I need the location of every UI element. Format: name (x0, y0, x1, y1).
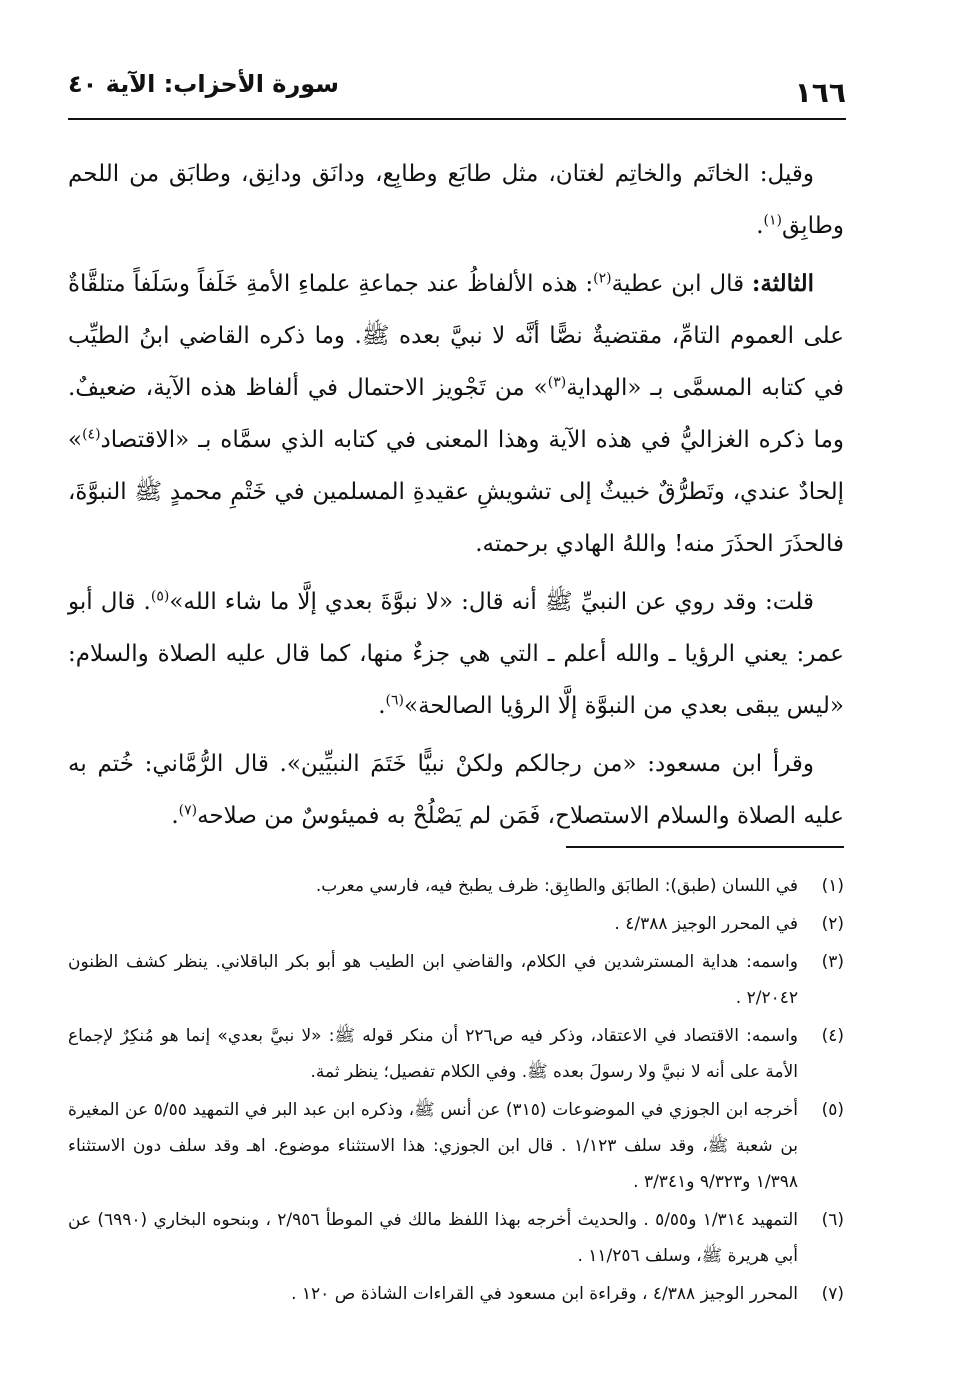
footnote (68, 1202, 844, 1274)
footnote-ref-4: (٤) (82, 426, 101, 443)
footnote-ref-1: (١) (763, 212, 782, 229)
footnotes (68, 868, 844, 1314)
main-text (68, 148, 844, 848)
paragraph-3-text-a: قلت: وقد روي عن النبيِّ ﷺ أنه قال: «لا نبوَّةَ بعدي إلَّا ما شاء الله» (169, 589, 814, 615)
footnote (68, 906, 844, 942)
footnote-ref-2: (٢) (593, 270, 612, 287)
paragraph-2 (68, 258, 844, 570)
footnote-number: (٦) (821, 1210, 844, 1230)
footnote-text: واسمه: هداية المسترشدين في الكلام، والقاضي ابن الطيب هو أبو بكر الباقلاني. ينظر كشف الظنون ٢/٢٠٤٢ . (68, 952, 798, 1008)
paragraph-3-end: . (378, 693, 386, 719)
paragraph-1 (68, 148, 844, 252)
paragraph-4 (68, 738, 844, 842)
footnote-number: (٧) (821, 1284, 844, 1304)
paragraph-3 (68, 576, 844, 732)
running-title: سورة الأحزاب: الآية ٤٠ (68, 70, 339, 98)
footnote-number: (٥) (821, 1100, 844, 1120)
footnote (68, 944, 844, 1016)
footnote-text: في اللسان (طبق): الطابَق والطابِق: ظرف يطبخ فيه، فارسي معرب. (315, 876, 798, 896)
header-rule (68, 118, 846, 120)
footnote-number: (١) (821, 876, 844, 896)
paragraph-2-text-a: قال ابن عطية (611, 271, 752, 297)
footnote (68, 1276, 844, 1312)
paragraph-2-text-c: » من تَجْويز الاحتمال في ألفاظ هذه الآية، ضعيفٌ. وما ذكره الغزاليُّ في هذه الآية وهذا المعنى في كتابه الذي سمَّاه بـ «الاقتصاد (68, 375, 844, 453)
page-number: ١٦٦ (794, 76, 846, 109)
paragraph-2-lead: الثالثة: (751, 270, 814, 297)
paragraph-1-end: . (756, 213, 764, 239)
paragraph-3-text-b: . قال أبو عمر: يعني الرؤيا ـ والله أعلم ـ التي هي جزءٌ منها، كما قال عليه الصلاة والسلام: «ليس يبقى بعدي من النبوَّة إلَّا الرؤيا الصالحة» (68, 589, 844, 719)
footnote-text: المحرر الوجيز ٤/٣٨٨ ، وقراءة ابن مسعود في القراءات الشاذة ص ١٢٠ . (291, 1284, 798, 1304)
page-header (68, 66, 846, 116)
footnote-ref-7: (٧) (178, 802, 198, 819)
paragraph-2-text-d: » إلحادٌ عندي، وتَطرُّقٌ خبيثٌ إلى تشويشِ عقيدةِ المسلمين في خَتْمِ محمدٍ ﷺ النبوَّةَ، فالحذَرَ الحذَرَ منه! واللهُ الهادي برحمته. (68, 427, 844, 557)
footnote-number: (٢) (821, 914, 844, 934)
footnote-rule (566, 846, 844, 848)
paragraph-4-text: وقرأ ابن مسعود: «من رجالكم ولكنْ نبيًّا خَتَمَ النبيِّين». قال الرُّمَّاني: خُتم به عليه الصلاة والسلام الاستصلاح، فَمَن لم يَصْلُحْ به فميئوسٌ من صلاحه (68, 751, 844, 829)
footnote (68, 1092, 844, 1200)
footnote-text: في المحرر الوجيز ٤/٣٨٨ . (614, 914, 798, 934)
paragraph-2-text-b: : هذه الألفاظُ عند جماعةِ علماءِ الأمةِ خَلَفاً وسَلَفاً متلقَّاةٌ على العموم التامِّ، مقتضيةٌ نصًّا أنَّه لا نبيَّ بعده ﷺ. وما ذكره القاضي ابنُ الطيِّب في كتابه المسمَّى بـ «الهداية (68, 271, 844, 401)
footnote-ref-5: (٥) (150, 588, 170, 605)
footnote-ref-3: (٣) (547, 374, 567, 391)
footnote-ref-6: (٦) (385, 692, 404, 709)
footnote (68, 868, 844, 904)
footnote-number: (٤) (821, 1026, 844, 1046)
footnote-text: واسمه: الاقتصاد في الاعتقاد، وذكر فيه ص٢٢٦ أن منكر قوله ﷺ: «لا نبيَّ بعدي» إنما هو مُنكِرٌ لإجماع الأمة على أنه لا نبيَّ ولا رسولَ بعده ﷺ. وفي الكلام تفصيل؛ ينظر ثمة. (68, 1026, 798, 1082)
paragraph-1-text: وقيل: الخاتَم والخاتِم لغتان، مثل طابَع وطابِع، ودانَق ودانِق، وطابَق من اللحم وطابِق (68, 161, 844, 239)
paragraph-4-end: . (171, 803, 179, 829)
footnote-text: التمهيد ١/٣١٤ و٥/٥٥ . والحديث أخرجه بهذا اللفظ مالك في الموطأ ٢/٩٥٦ ، وبنحوه البخاري (٦٩٩٠) عن أبي هريرة ﷺ، وسلف ١١/٢٥٦ . (68, 1210, 799, 1266)
footnote-number: (٣) (821, 952, 844, 972)
footnote (68, 1018, 844, 1090)
footnote-text: أخرجه ابن الجوزي في الموضوعات (٣١٥) عن أنس ﷺ، وذكره ابن عبد البر في التمهيد ٥/٥٥ عن المغيرة بن شعبة ﷺ، وقد سلف ١/١٢٣ . قال ابن الجوزي: هذا الاستثناء موضوع. اهـ وقد سلف دون الاستثناء ١/٣٩٨ و٩/٣٢٣ و٣/٣٤١ . (68, 1100, 798, 1192)
